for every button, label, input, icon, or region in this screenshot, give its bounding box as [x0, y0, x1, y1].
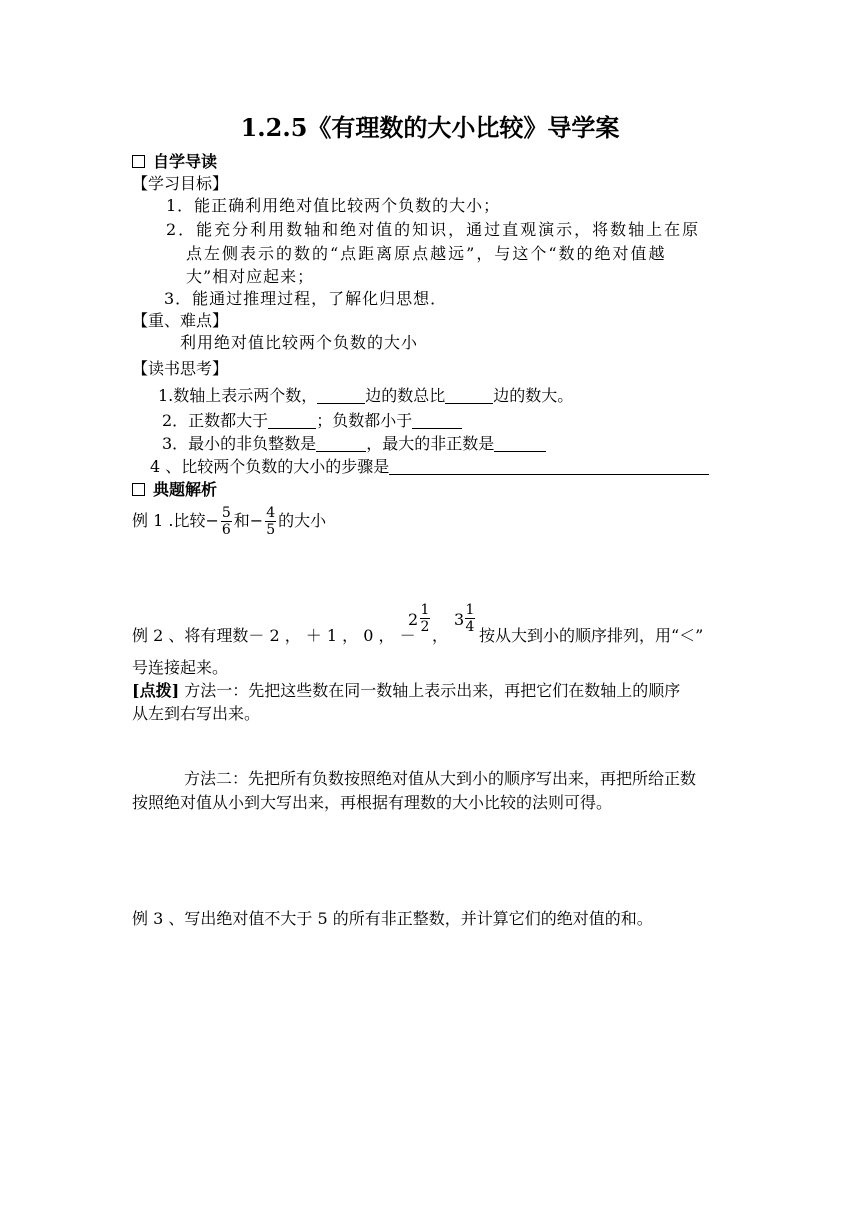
question-4-text-a: 4 、比较两个负数的大小的步骤是	[150, 457, 390, 476]
section-heading-examples	[132, 480, 217, 500]
example-1-and: 和	[233, 511, 250, 530]
answer-blank[interactable]	[317, 387, 365, 404]
goal-item-2-line-1: 2．能充分利用数轴和绝对值的知识，通过直观演示，将数轴上在原	[166, 220, 701, 239]
answer-blank[interactable]	[389, 458, 709, 475]
answer-blank[interactable]	[445, 387, 493, 404]
fraction-5-6	[221, 505, 232, 538]
example-1	[132, 501, 326, 541]
example-2-comma: ，	[432, 626, 449, 645]
fraction-numerator: 1	[465, 602, 475, 618]
example-1-prefix: 例 1 .比较	[132, 511, 206, 530]
minus-sign: −	[249, 511, 264, 530]
question-1-text-b: 边的数总比	[365, 386, 446, 405]
question-2	[162, 411, 462, 431]
hint-label: [点拨]	[132, 681, 180, 700]
mixed-fraction	[420, 602, 430, 635]
mixed-whole: 3	[454, 610, 465, 629]
question-3	[162, 434, 546, 454]
fraction-denominator: 5	[266, 522, 276, 538]
key-points-text: 利用绝对值比较两个负数的大小	[180, 333, 419, 352]
question-2-text-a: 2．正数都大于	[162, 411, 269, 430]
fraction-numerator: 4	[266, 505, 276, 521]
question-4	[150, 457, 709, 477]
goal-item-2-line-3: 大”相对应起来；	[186, 267, 315, 286]
fraction-denominator: 6	[221, 522, 231, 538]
mixed-fraction	[465, 602, 475, 635]
minus-sign: −	[205, 511, 219, 530]
fraction-numerator: 1	[420, 602, 430, 618]
question-3-text-b: ，最大的非正数是	[366, 434, 495, 453]
hint-method-1-line-2: 从左到右写出来。	[132, 704, 261, 723]
section-heading-self-study	[132, 152, 217, 172]
fraction-4-5	[265, 505, 276, 538]
example-2-line-2: 号连接起来。	[132, 658, 229, 677]
method-2-line-2: 按照绝对值从小到大写出来，再根据有理数的大小比较的法则可得。	[132, 793, 613, 812]
answer-blank[interactable]	[268, 412, 316, 429]
answer-blank[interactable]	[316, 435, 366, 452]
question-2-text-b: ；负数都小于	[316, 411, 413, 430]
answer-blank[interactable]	[412, 412, 462, 429]
fraction-denominator: 4	[465, 619, 475, 635]
question-3-text-a: 3．最小的非负整数是	[162, 434, 317, 453]
goal-item-3: 3．能通过推理过程，了解化归思想．	[164, 289, 448, 308]
method-2-line-1: 方法二：先把所有负数按照绝对值从大到小的顺序写出来，再把所给正数	[184, 769, 697, 788]
reading-label: 【读书思考】	[132, 359, 229, 378]
question-1-text-a: 1.数轴上表示两个数，	[158, 386, 318, 405]
key-points-label: 【重、难点】	[132, 311, 229, 330]
goals-label: 【学习目标】	[132, 174, 229, 193]
method-1-text: 方法一：先把这些数在同一数轴上表示出来，再把它们在数轴上的顺序	[184, 681, 681, 700]
page-title: 1.2.5《有理数的大小比较》导学案	[240, 113, 620, 142]
hint-method-1-line-1	[132, 681, 680, 701]
question-1	[158, 386, 573, 406]
fraction-numerator: 5	[221, 505, 231, 521]
example-3: 例 3 、写出绝对值不大于 5 的所有非正整数，并计算它们的绝对值的和。	[132, 909, 653, 928]
goal-item-2-line-2: 点左侧表示的数的“点距离原点越远”，与这个“数的绝对值越	[186, 244, 667, 263]
section-heading-text: 典题解析	[153, 480, 218, 499]
checkbox-icon	[132, 155, 145, 168]
question-1-text-c: 边的数大。	[493, 386, 574, 405]
section-heading-text: 自学导读	[153, 152, 218, 171]
mixed-whole: 2	[408, 610, 419, 629]
checkbox-icon	[132, 483, 145, 496]
fraction-denominator: 2	[420, 619, 430, 635]
example-2-text-a: 例 2 、将有理数－ 2 ， ＋ 1 ， 0 ， －	[132, 626, 416, 645]
answer-blank[interactable]	[494, 435, 546, 452]
example-1-suffix: 的大小	[278, 511, 327, 530]
goal-item-1: 1．能正确利用绝对值比较两个负数的大小；	[166, 196, 501, 215]
example-2-text-b: 按从大到小的顺序排列，用“＜”	[479, 626, 704, 645]
